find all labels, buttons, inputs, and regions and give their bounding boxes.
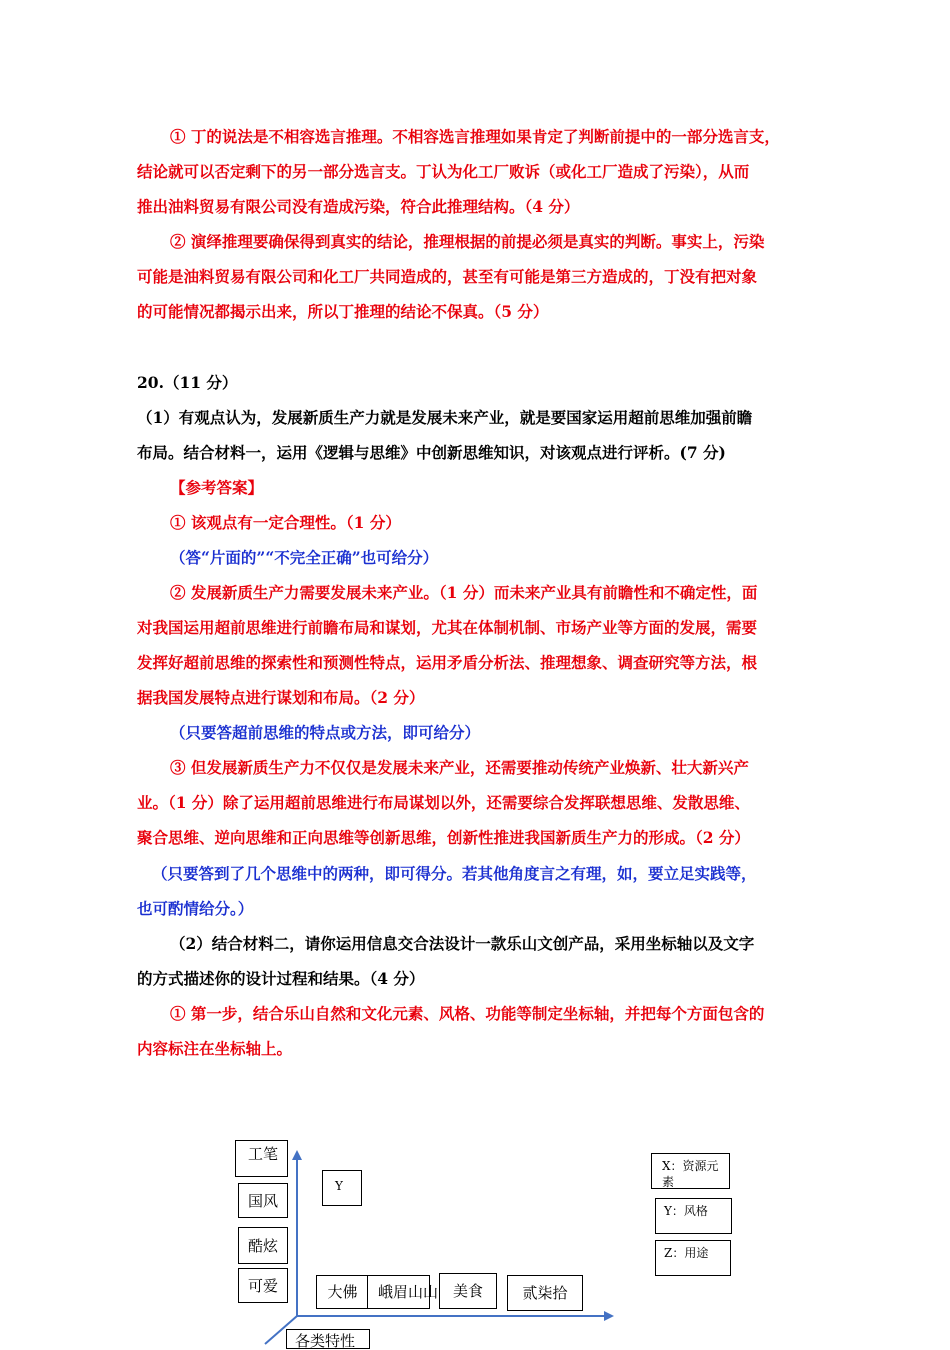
reference-answer-label: 【参考答案】 [170,478,264,497]
answer-point-2-line3: 发挥好超前思维的探索性和预测性特点，运用矛盾分析法、推理想象、调查研究等方法，根 [137,653,758,672]
answer-point-1: ① 该观点有一定合理性。（1 分） [170,513,401,532]
legend-z-use: Z：用途 [655,1240,731,1276]
answer-point-1-note: （答“片面的”“不完全正确”也可给分） [170,548,439,567]
answer-point-3-line3: 聚合思维、逆向思维和正向思维等创新思维，创新性推进我国新质生产力的形成。（2 分） [137,828,750,847]
resource-item-emeishan: 峨眉山山 [367,1275,430,1309]
q20-heading: 20.（11 分） [137,373,238,392]
resource-item-meishi: 美食 [439,1273,497,1309]
q20-part2-line2: 的方式描述你的设计过程和结果。（4 分） [137,969,425,988]
part2-step1-line2: 内容标注在坐标轴上。 [137,1039,293,1058]
part2-step1-line1: ① 第一步，结合乐山自然和文化元素、风格、功能等制定坐标轴，并把每个方面包含的 [170,1004,765,1023]
answer-point-2-note: （只要答超前思维的特点或方法，即可给分） [170,723,481,742]
feature-item-partial: 各类特性 [286,1329,370,1349]
style-item-kuxuan: 酷炫 [238,1227,288,1264]
answer19-p2-line3: 的可能情况都揭示出来，所以丁推理的结论不保真。（5 分） [137,302,549,321]
answer-point-2-line2: 对我国运用超前思维进行前瞻布局和谋划，尤其在体制机制、市场产业等方面的发展，需要 [137,618,758,637]
answer-point-3-note-line2: 也可酌情给分。） [137,899,254,918]
answer-point-2-line1: ② 发展新质生产力需要发展未来产业。（1 分）而未来产业具有前瞻性和不确定性，面 [170,583,758,602]
resource-item-ershiqishi: 贰柒拾 [507,1275,583,1311]
q20-part1-line1: （1）有观点认为，发展新质生产力就是发展未来产业，就是要国家运用超前思维加强前瞻 [137,408,753,427]
answer19-p2-line2: 可能是油料贸易有限公司和化工厂共同造成的，甚至有可能是第三方造成的，丁没有把对象 [137,267,758,286]
legend-y-style: Y：风格 [655,1198,732,1234]
q20-part2-line1: （2）结合材料二，请你运用信息交合法设计一款乐山文创产品，采用坐标轴以及文字 [170,934,755,953]
style-item-keai: 可爱 [238,1268,288,1303]
answer19-p1-line3: 推出油料贸易有限公司没有造成污染，符合此推理结构。（4 分） [137,197,580,216]
answer-point-2-line4: 据我国发展特点进行谋划和布局。（2 分） [137,688,425,707]
style-item-gongbi: 工笔 [235,1140,288,1177]
legend-x-resource: X：资源元素 [651,1153,730,1189]
answer19-p2-line1: ② 演绎推理要确保得到真实的结论，推理根据的前提必须是真实的判断。事实上，污染 [170,232,765,251]
style-item-guofeng: 国风 [238,1183,288,1218]
answer-point-3-note-line1: （只要答到了几个思维中的两种，即可得分。若其他角度言之有理，如，要立足实践等， [152,864,757,883]
answer19-p1-line1: ① 丁的说法是不相容选言推理。不相容选言推理如果肯定了判断前提中的一部分选言支， [170,127,780,146]
y-axis-label-box: Y [322,1170,362,1206]
answer-point-3-line1: ③ 但发展新质生产力不仅仅是发展未来产业，还需要推动传统产业焕新、壮大新兴产 [170,758,749,777]
resource-item-dafo: 大佛 [316,1275,369,1309]
answer19-p1-line2: 结论就可以否定剩下的另一部分选言支。丁认为化工厂败诉（或化工厂造成了污染），从而 [137,162,750,181]
answer-point-3-line2: 业。（1 分）除了运用超前思维进行布局谋划以外，还需要综合发挥联想思维、发散思维、 [137,793,750,812]
q20-part1-line2: 布局。结合材料一，运用《逻辑与思维》中创新思维知识，对该观点进行评析。(7 分) [137,443,726,462]
